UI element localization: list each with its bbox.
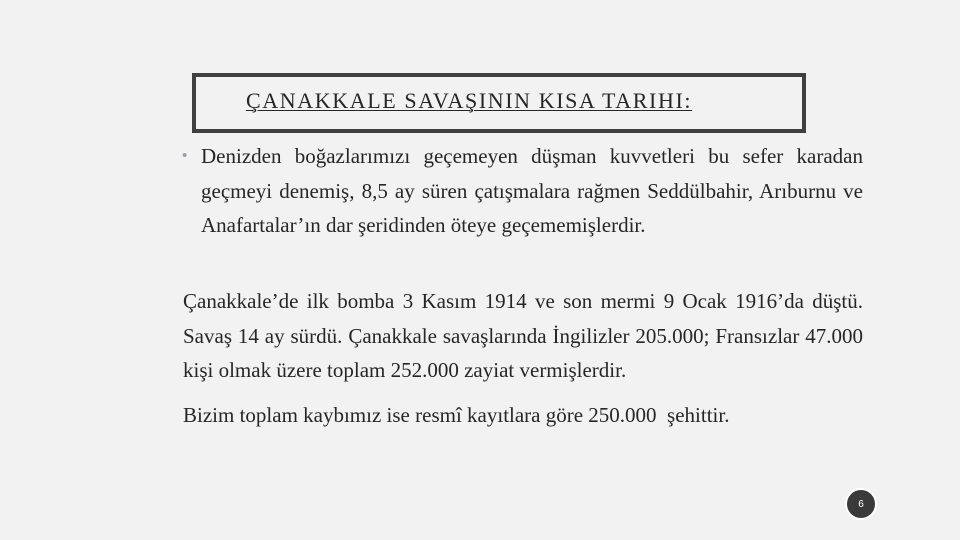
paragraph-dates-casualties: Çanakkale’de ilk bomba 3 Kasım 1914 ve son mermi 9 Ocak 1916’da düştü. Savaş 14 ay sürdü. Çanakkale savaşlarında İngilizler 205.000; Fransızlar 47.000 kişi olmak üzere toplam 252.000 zayiat vermişlerdir. bbox=[183, 289, 863, 382]
title-box bbox=[192, 73, 806, 133]
page-number-badge bbox=[845, 488, 877, 520]
paragraph-our-losses: Bizim toplam kaybımız ise resmî kayıtlara göre 250.000 şehittir. bbox=[183, 403, 730, 427]
bullet-text: Denizden boğazlarımızı geçemeyen düşman kuvvetleri bu sefer karadan geçmeyi denemiş, 8,5 ay süren çatışmalara rağmen Seddülbahir, Arıburnu ve Anafartalar’ın dar şeridinden öteye geçememişlerdir. bbox=[201, 144, 863, 237]
slide-title: ÇANAKKALE SAVAŞININ KISA TARIHI: bbox=[246, 88, 693, 113]
page-number: 6 bbox=[858, 498, 864, 510]
bullet-icon: • bbox=[182, 147, 188, 164]
bullet-item bbox=[182, 139, 863, 243]
